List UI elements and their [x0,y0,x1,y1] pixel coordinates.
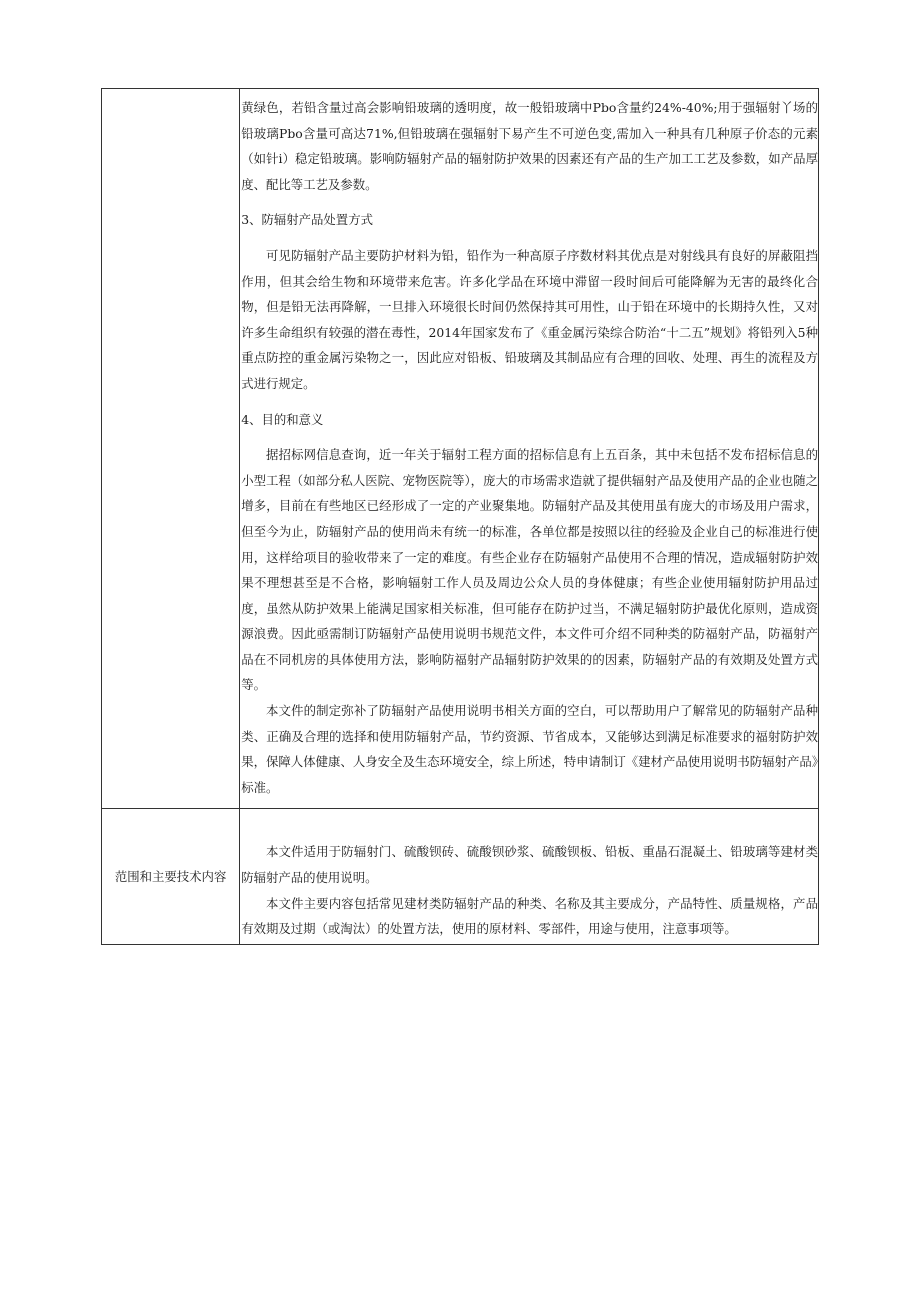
document-table [101,88,819,945]
paragraph-lead-glass: 黄绿色，若铅含量过高会影响铅玻璃的透明度，故一般铅玻璃中Pbo含量约24%-40%;用于强辐射丫场的铅玻璃Pbo含量可高达71%,但铅玻璃在强辐射下易产生不可逆色变,需加入一种具有几种原子价态的元素（如针i）稳定铅玻璃。影响防辐射产品的辐射防护效果的因素还有产品的生产加工工艺及参数，如产品厚度、配比等工艺及参数。 [241,100,818,192]
section-heading-purpose: 4、目的和意义 [241,411,324,427]
content-cell [240,89,819,809]
content-cell [240,809,819,944]
paragraph-main-content: 本文件主要内容包括常见建材类防辐射产品的种类、名称及其主要成分，产品特性、质量规格，产品有效期及过期（或淘汰）的处置方法，使用的原材料、零部件，用途与使用，注意事项等。 [241,895,818,937]
paragraph-disposal: 可见防辐射产品主要防护材料为铅，铅作为一种高原子序数材料其优点是对射线具有良好的屏蔽阻挡作用，但其会给生物和环境带来危害。许多化学品在环境中滞留一段时间后可能降解为无害的最终化合物，但是铅无法再降解，一旦排入环境很长时间仍然保持其可用性，山于铅在环境中的长期持久性，又对许多生命组织有较强的潜在毒性，2014年国家发布了《重金属污染综合防治“十二五”规划》将铅列入5种重点防控的重金属污染物之一，因此应对铅板、铅玻璃及其制品应有合理的回收、处理、再生的流程及方式进行规定。 [241,247,818,391]
table-row [102,809,819,944]
paragraph-scope: 本文件适用于防辐射门、硫酸钡砖、硫酸钡砂浆、硫酸钡板、铅板、重晶石混凝土、铅玻璃等建材类防辐射产品的使用说明。 [241,844,818,886]
section-heading-disposal: 3、防辐射产品处置方式 [241,212,373,228]
paragraph-significance: 本文件的制定弥补了防辐射产品使用说明书相关方面的空白，可以帮助用户了解常见的防辐射产品种类、正确及合理的选择和使用防辐射产品，节约资源、节省成本，又能够达到满足标准要求的福射防护效果，保障人体健康、人身安全及生态环境安全，综上所述，特申请制订《建材产品使用说明书防辐射产品》标准。 [241,703,818,795]
row-label-scope: 范围和主要技术内容 [102,809,240,944]
row-label-empty [102,89,240,809]
paragraph-purpose: 据招标网信息查询，近一年关于辐射工程方面的招标信息有上五百条，其中未包括不发布招标信息的小型工程（如部分私人医院、宠物医院等），庞大的市场需求造就了提供辐射产品及使用产品的企业也随之增多，目前在有些地区已经形成了一定的产业聚集地。防辐射产品及其使用虽有庞大的市场及用户需求，但至今为止，防辐射产品的使用尚未有统一的标准，各单位都是按照以往的经验及企业自己的标准进行使用，这样给项目的验收带来了一定的难度。有些企业存在防辐射产品使用不合理的情况，造成辐射防护效果不理想甚至是不合格，影响辐射工作人员及周边公众人员的身体健康；有些企业使用辐射防护用品过度，虽然从防护效果上能满足国家相关标准，但可能存在防护过当，不满足辐射防护最优化原则，造成资源浪费。因此亟需制订防辐射产品使用说明书规范文件，本文件可介绍不同种类的防福射产品，防福射产品在不同机房的具体使用方法，影响防福射产品辐射防护效果的的因素，防辐射产品的有效期及处置方式等。 [241,447,818,693]
table-row [102,89,819,809]
